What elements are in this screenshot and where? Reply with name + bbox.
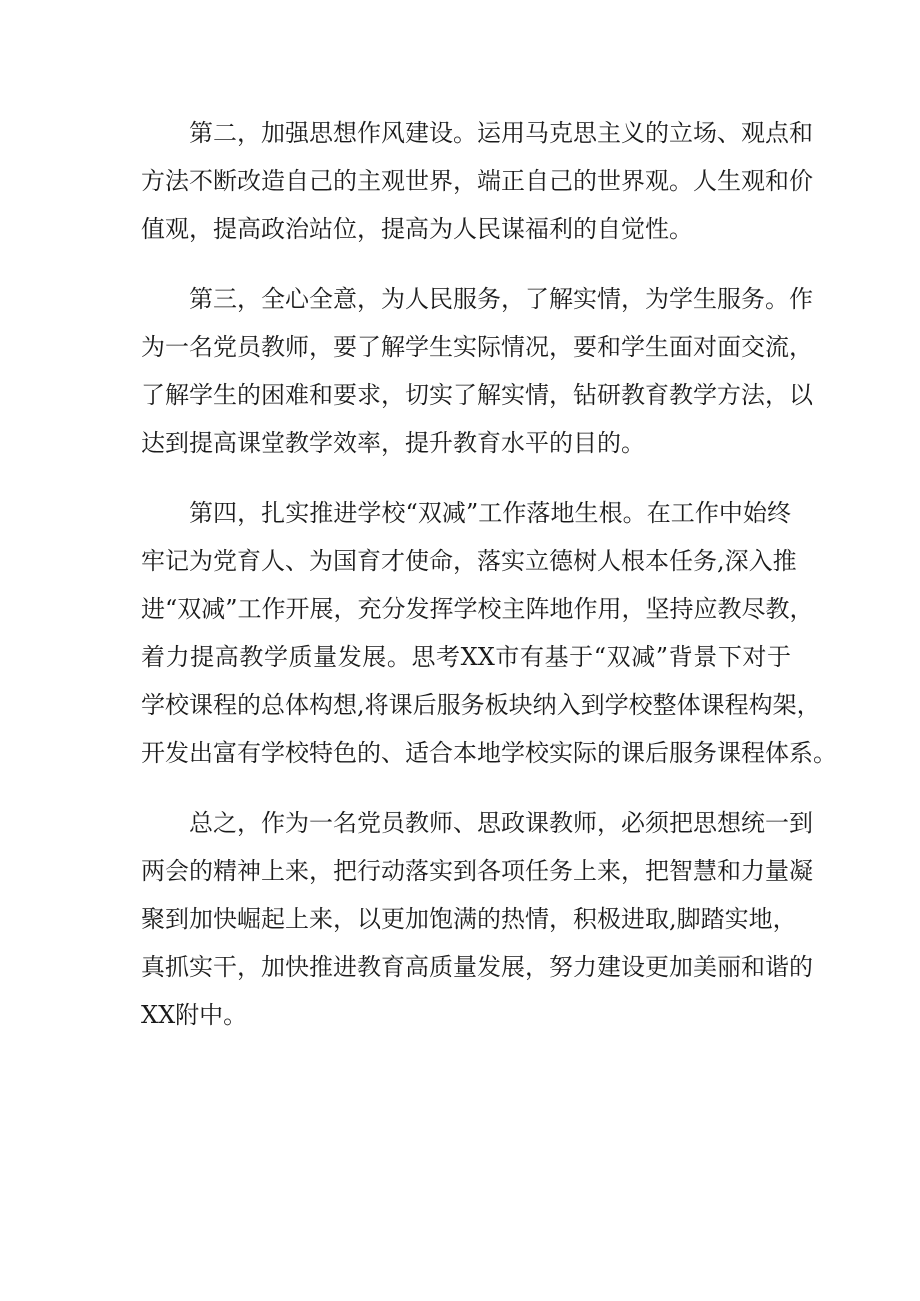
paragraph-2 (141, 109, 813, 253)
text-line: XX附中。 (141, 1001, 248, 1029)
text-line: 第四，扎实推进学校“双减”工作落地生根。在工作中始终 (189, 499, 791, 527)
paragraph-4 (141, 489, 837, 777)
text-line: 着力提高教学质量发展。思考XX市有基于“双减”背景下对于 (141, 643, 791, 671)
text-line: 第三，全心全意，为人民服务，了解实情，为学生服务。作 (189, 285, 813, 313)
text-line: 两会的精神上来，把行动落实到各项任务上来，把智慧和力量凝 (141, 857, 813, 885)
text-line: 总之，作为一名党员教师、思政课教师，必须把思想统一到 (189, 809, 813, 837)
text-line: 了解学生的困难和要求，切实了解实情，钻研教育教学方法，以 (141, 381, 813, 409)
text-line: 牢记为党育人、为国育才使命，落实立德树人根本任务,深入推 (141, 547, 797, 575)
text-line: 值观，提高政治站位，提高为人民谋福利的自觉性。 (141, 215, 693, 243)
text-line: 第二，加强思想作风建设。运用马克思主义的立场、观点和 (189, 119, 813, 147)
text-line: 进“双减”工作开展，充分发挥学校主阵地作用，坚持应教尽教， (141, 595, 814, 623)
text-line: 真抓实干，加快推进教育高质量发展，努力建设更加美丽和谐的 (141, 953, 813, 981)
paragraph-3 (141, 275, 813, 467)
text-line: 达到提高课堂教学效率，提升教育水平的目的。 (141, 429, 645, 457)
text-line: 为一名党员教师，要了解学生实际情况，要和学生面对面交流， (141, 333, 813, 361)
text-line: 聚到加快崛起上来，以更加饱满的热情，积极进取,脚踏实地， (141, 905, 797, 933)
paragraph-conclusion (141, 799, 813, 1039)
text-line: 方法不断改造自己的主观世界，端正自己的世界观。人生观和价 (141, 167, 813, 195)
text-line: 开发出富有学校特色的、适合本地学校实际的课后服务课程体系。 (141, 739, 837, 767)
document-body (141, 109, 837, 1061)
text-line: 学校课程的总体构想,将课后服务板块纳入到学校整体课程构架， (141, 691, 821, 719)
